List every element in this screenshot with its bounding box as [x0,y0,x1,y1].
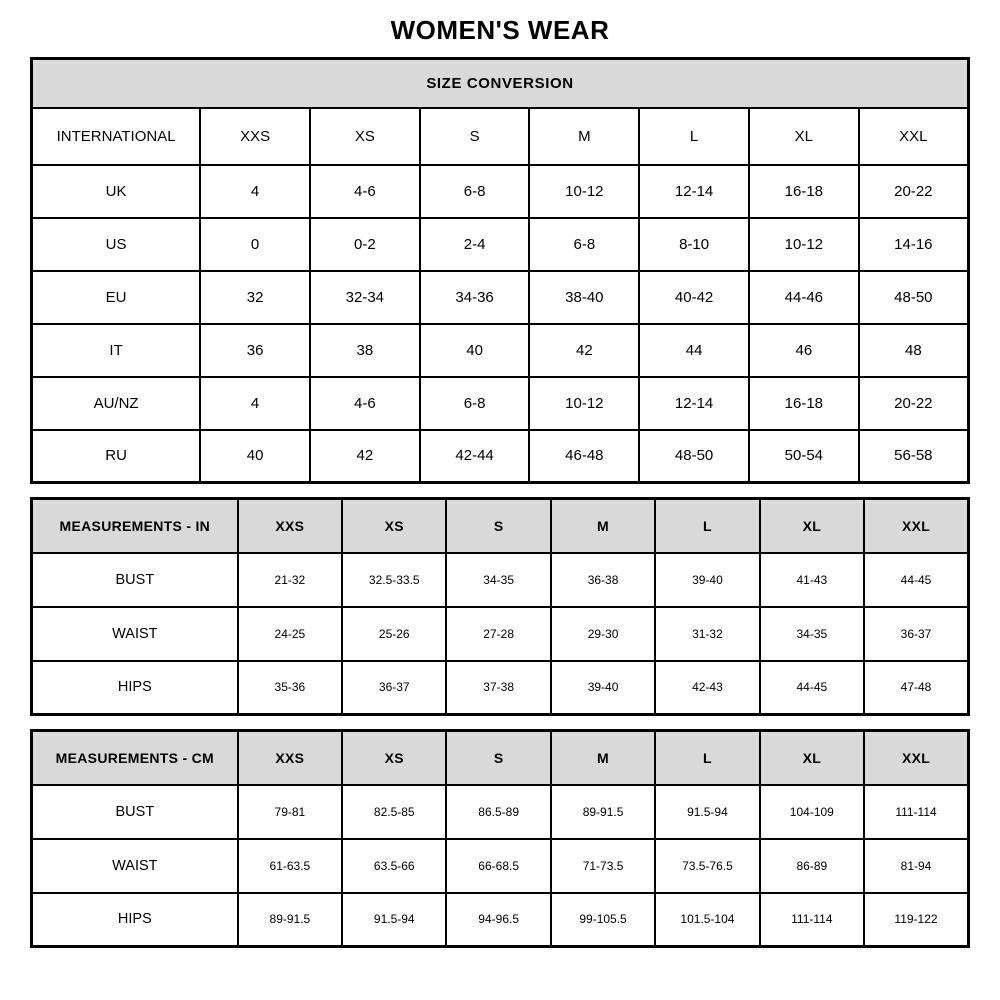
cell: 21-32 [238,553,342,607]
table-row-hips-cm [32,893,969,947]
cell: 89-91.5 [238,893,342,947]
cell: 8-10 [639,218,749,271]
size-conversion-header-row [32,108,969,165]
cell: 20-22 [859,377,969,430]
cell: 32 [200,271,310,324]
column-header-xs: XS [342,499,446,553]
row-label: EU [32,271,201,324]
cell: 44-45 [864,553,968,607]
cell: 4-6 [310,377,420,430]
cell: 79-81 [238,785,342,839]
cell: 91.5-94 [342,893,446,947]
cell: 4 [200,377,310,430]
cell: 40 [420,324,530,377]
row-label: IT [32,324,201,377]
cell: 42-43 [655,661,759,715]
size-conversion-title: SIZE CONVERSION [32,59,969,108]
cell: 12-14 [639,165,749,218]
table-row-ru [32,430,969,483]
cell: 34-36 [420,271,530,324]
cell: 41-43 [760,553,864,607]
cell: 46 [749,324,859,377]
cell: 16-18 [749,165,859,218]
column-header-international: INTERNATIONAL [32,108,201,165]
column-header-xs: XS [342,731,446,785]
measurements-cm-title: MEASUREMENTS - CM [32,731,238,785]
column-header-m: M [551,731,655,785]
column-header-xl: XL [749,108,859,165]
row-label: WAIST [32,607,238,661]
cell: 37-38 [446,661,550,715]
cell: 31-32 [655,607,759,661]
cell: 38 [310,324,420,377]
cell: 40 [200,430,310,483]
cell: 63.5-66 [342,839,446,893]
cell: 101.5-104 [655,893,759,947]
column-header-xxl: XXL [864,731,968,785]
column-header-xxs: XXS [238,499,342,553]
row-label: BUST [32,553,238,607]
column-header-xxs: XXS [200,108,310,165]
column-header-xl: XL [760,731,864,785]
cell: 34-35 [760,607,864,661]
column-header-xl: XL [760,499,864,553]
cell: 6-8 [420,165,530,218]
cell: 61-63.5 [238,839,342,893]
row-label: US [32,218,201,271]
cell: 44 [639,324,749,377]
cell: 4-6 [310,165,420,218]
cell: 119-122 [864,893,968,947]
cell: 10-12 [749,218,859,271]
column-header-l: L [655,499,759,553]
cell: 66-68.5 [446,839,550,893]
column-header-xs: XS [310,108,420,165]
cell: 47-48 [864,661,968,715]
column-header-s: S [446,731,550,785]
cell: 32-34 [310,271,420,324]
cell: 29-30 [551,607,655,661]
cell: 35-36 [238,661,342,715]
cell: 99-105.5 [551,893,655,947]
cell: 16-18 [749,377,859,430]
cell: 34-35 [446,553,550,607]
cell: 39-40 [655,553,759,607]
measurements-in-title: MEASUREMENTS - IN [32,499,238,553]
measurements-in-table [30,497,970,716]
column-header-s: S [446,499,550,553]
cell: 39-40 [551,661,655,715]
cell: 44-45 [760,661,864,715]
column-header-m: M [551,499,655,553]
cell: 73.5-76.5 [655,839,759,893]
table-row-bust-cm [32,785,969,839]
cell: 42-44 [420,430,530,483]
cell: 94-96.5 [446,893,550,947]
row-label: WAIST [32,839,238,893]
cell: 104-109 [760,785,864,839]
cell: 14-16 [859,218,969,271]
cell: 36-38 [551,553,655,607]
table-row-it [32,324,969,377]
table-row-eu [32,271,969,324]
cell: 50-54 [749,430,859,483]
cell: 24-25 [238,607,342,661]
row-label: HIPS [32,661,238,715]
column-header-s: S [420,108,530,165]
table-row-bust-in [32,553,969,607]
cell: 86-89 [760,839,864,893]
cell: 27-28 [446,607,550,661]
cell: 0-2 [310,218,420,271]
cell: 6-8 [420,377,530,430]
cell: 46-48 [529,430,639,483]
cell: 32.5-33.5 [342,553,446,607]
measurements-cm-header-row [32,731,969,785]
cell: 48-50 [639,430,749,483]
cell: 86.5-89 [446,785,550,839]
table-row-aunz [32,377,969,430]
table-title-row [32,59,969,108]
cell: 0 [200,218,310,271]
cell: 81-94 [864,839,968,893]
cell: 10-12 [529,377,639,430]
table-row-uk [32,165,969,218]
cell: 2-4 [420,218,530,271]
cell: 20-22 [859,165,969,218]
cell: 6-8 [529,218,639,271]
cell: 4 [200,165,310,218]
table-row-waist-in [32,607,969,661]
cell: 111-114 [864,785,968,839]
cell: 36 [200,324,310,377]
cell: 111-114 [760,893,864,947]
cell: 38-40 [529,271,639,324]
column-header-m: M [529,108,639,165]
cell: 36-37 [864,607,968,661]
cell: 44-46 [749,271,859,324]
cell: 42 [310,430,420,483]
cell: 82.5-85 [342,785,446,839]
page-title: WOMEN'S WEAR [390,15,610,45]
table-row-waist-cm [32,839,969,893]
cell: 42 [529,324,639,377]
row-label: BUST [32,785,238,839]
cell: 36-37 [342,661,446,715]
column-header-l: L [639,108,749,165]
cell: 25-26 [342,607,446,661]
column-header-xxs: XXS [238,731,342,785]
cell: 48-50 [859,271,969,324]
cell: 91.5-94 [655,785,759,839]
row-label: HIPS [32,893,238,947]
cell: 40-42 [639,271,749,324]
cell: 12-14 [639,377,749,430]
column-header-l: L [655,731,759,785]
row-label: UK [32,165,201,218]
cell: 71-73.5 [551,839,655,893]
column-header-xxl: XXL [864,499,968,553]
cell: 56-58 [859,430,969,483]
size-conversion-table [30,57,970,484]
measurements-cm-table [30,729,970,948]
table-row-us [32,218,969,271]
cell: 10-12 [529,165,639,218]
table-row-hips-in [32,661,969,715]
column-header-xxl: XXL [859,108,969,165]
cell: 48 [859,324,969,377]
measurements-in-header-row [32,499,969,553]
row-label: RU [32,430,201,483]
row-label: AU/NZ [32,377,201,430]
cell: 89-91.5 [551,785,655,839]
